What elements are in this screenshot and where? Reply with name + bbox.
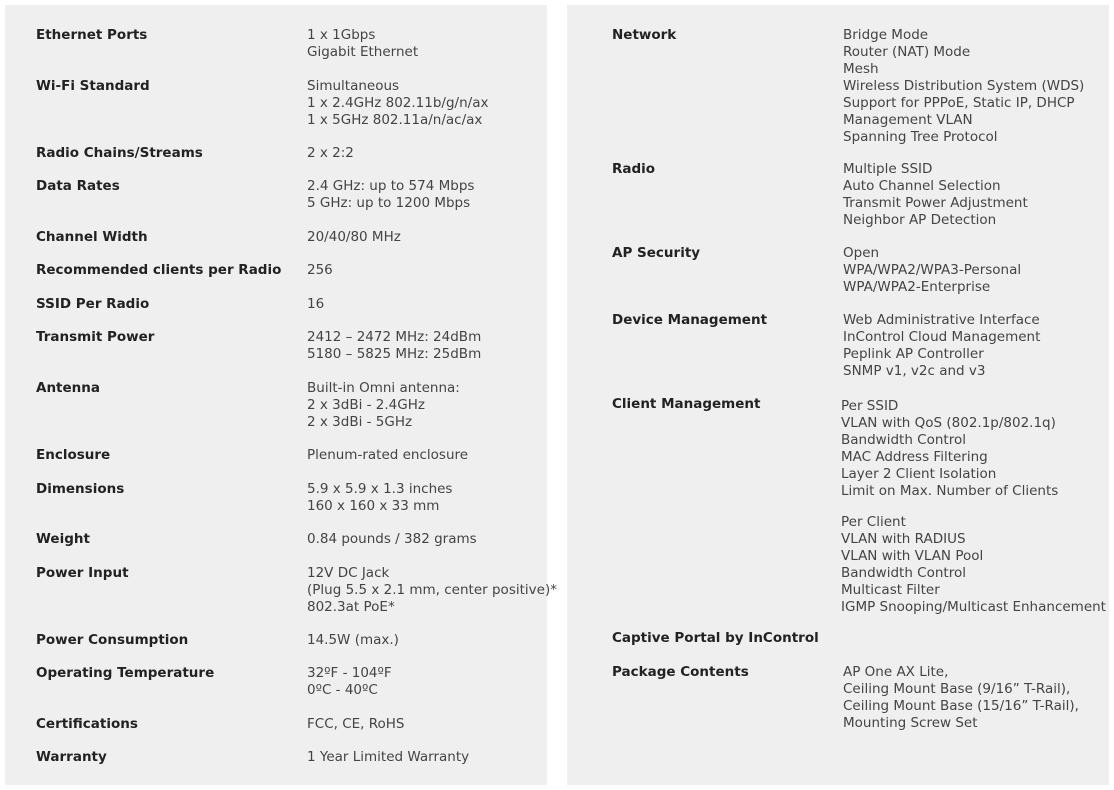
spec-value-line: Mesh	[843, 61, 879, 77]
spec-value-line: FCC, CE, RoHS	[307, 716, 405, 732]
spec-value-line: Transmit Power Adjustment	[843, 195, 1028, 211]
spec-value-line: Multicast Filter	[841, 582, 940, 598]
spec-label: Ethernet Ports	[36, 27, 148, 43]
spec-values	[307, 716, 405, 733]
spec-label: Network	[612, 27, 677, 43]
spec-label: Wi-Fi Standard	[36, 78, 150, 94]
spec-label: Warranty	[36, 749, 107, 765]
spec-label: Captive Portal by InControl	[612, 630, 819, 646]
spec-value-line: SNMP v1, v2c and v3	[843, 363, 986, 379]
spec-value-line: 160 x 160 x 33 mm	[307, 498, 440, 514]
spec-values	[307, 329, 481, 363]
spec-value-line: 12V DC Jack	[307, 565, 390, 581]
spec-value-line: Built-in Omni antenna:	[307, 380, 460, 396]
spec-value-line: Limit on Max. Number of Clients	[841, 483, 1059, 499]
spec-value-line: 802.3at PoE*	[307, 599, 395, 615]
spec-value-line: Bridge Mode	[843, 27, 929, 43]
spec-value-line: 256	[307, 262, 333, 278]
spec-label: Power Consumption	[36, 632, 189, 648]
spec-values	[307, 632, 399, 649]
spec-value-line: VLAN with QoS (802.1p/802.1q)	[841, 415, 1056, 431]
spec-value-line: VLAN with VLAN Pool	[841, 548, 984, 564]
spec-label: Recommended clients per Radio	[36, 262, 282, 278]
spec-label: Client Management	[612, 396, 761, 412]
spec-value-line: Support for PPPoE, Static IP, DHCP	[843, 95, 1075, 111]
spec-values	[841, 398, 1058, 500]
spec-value-line: 1 x 2.4GHz 802.11b/g/n/ax	[307, 95, 489, 111]
spec-value-line: Multiple SSID	[843, 161, 933, 177]
spec-label: Dimensions	[36, 481, 125, 497]
spec-values	[307, 262, 333, 279]
spec-value-line: Neighbor AP Detection	[843, 212, 997, 228]
spec-value-line: Spanning Tree Protocol	[843, 129, 998, 145]
spec-value-line: 2 x 3dBi - 5GHz	[307, 414, 413, 430]
spec-value-line: 5.9 x 5.9 x 1.3 inches	[307, 481, 453, 497]
spec-value-line: Ceiling Mount Base (9/16” T-Rail),	[843, 681, 1071, 697]
right-spec-panel	[567, 5, 1109, 785]
spec-value-line: 5180 – 5825 MHz: 25dBm	[307, 346, 482, 362]
spec-value-line: 2 x 3dBi - 2.4GHz	[307, 397, 425, 413]
spec-value-line: 2 x 2:2	[307, 145, 354, 161]
spec-value-line: InControl Cloud Management	[843, 329, 1041, 345]
spec-label: Radio	[612, 161, 656, 177]
spec-value-line: AP One AX Lite,	[843, 664, 949, 680]
spec-value-line: 16	[307, 296, 325, 312]
spec-value-line: Auto Channel Selection	[843, 178, 1001, 194]
spec-value-line: 14.5W (max.)	[307, 632, 399, 648]
spec-values	[307, 229, 401, 246]
spec-values	[307, 380, 460, 431]
spec-value-line: Management VLAN	[843, 112, 973, 128]
spec-values	[843, 245, 1021, 296]
spec-value-line: 0.84 pounds / 382 grams	[307, 531, 477, 547]
spec-values	[841, 514, 1106, 616]
spec-values	[307, 565, 557, 616]
spec-value-line: Bandwidth Control	[841, 565, 966, 581]
spec-value-line: Per SSID	[841, 398, 899, 414]
spec-values	[307, 481, 452, 515]
spec-value-line: Plenum-rated enclosure	[307, 447, 469, 463]
spec-value-line: Simultaneous	[307, 78, 400, 94]
spec-value-line: Layer 2 Client Isolation	[841, 466, 997, 482]
spec-label: Certifications	[36, 716, 138, 732]
spec-value-line: 1 x 1Gbps	[307, 27, 376, 43]
spec-value-line: VLAN with RADIUS	[841, 531, 966, 547]
spec-value-line: 0ºC - 40ºC	[307, 682, 378, 698]
spec-label: SSID Per Radio	[36, 296, 150, 312]
spec-value-line: Peplink AP Controller	[843, 346, 984, 362]
spec-value-line: Router (NAT) Mode	[843, 44, 971, 60]
spec-label: Data Rates	[36, 178, 120, 194]
spec-values	[843, 664, 1079, 732]
spec-value-line: Mounting Screw Set	[843, 715, 978, 731]
spec-value-line: Per Client	[841, 514, 906, 530]
spec-values	[307, 531, 477, 548]
spec-value-line: WPA/WPA2-Enterprise	[843, 279, 991, 295]
spec-values	[307, 665, 392, 699]
spec-label: Package Contents	[612, 664, 749, 680]
spec-label: Enclosure	[36, 447, 111, 463]
spec-value-line: IGMP Snooping/Multicast Enhancement	[841, 599, 1106, 615]
spec-values	[843, 27, 1084, 146]
spec-value-line: 20/40/80 MHz	[307, 229, 401, 245]
spec-values	[843, 161, 1028, 229]
spec-value-line: WPA/WPA2/WPA3-Personal	[843, 262, 1022, 278]
spec-value-line: Gigabit Ethernet	[307, 44, 419, 60]
spec-values	[307, 78, 488, 129]
spec-values	[307, 145, 354, 162]
spec-values	[307, 447, 468, 464]
spec-value-line: 2412 – 2472 MHz: 24dBm	[307, 329, 482, 345]
spec-values	[307, 749, 469, 766]
spec-label: Weight	[36, 531, 90, 547]
spec-values	[843, 312, 1040, 380]
spec-label: Device Management	[612, 312, 768, 328]
spec-value-line: Ceiling Mount Base (15/16” T-Rail),	[843, 698, 1079, 714]
spec-label: Radio Chains/Streams	[36, 145, 203, 161]
spec-value-line: 5 GHz: up to 1200 Mbps	[307, 195, 471, 211]
spec-value-line: Web Administrative Interface	[843, 312, 1040, 328]
spec-value-line: 2.4 GHz: up to 574 Mbps	[307, 178, 475, 194]
spec-value-line: (Plug 5.5 x 2.1 mm, center positive)*	[307, 582, 557, 598]
spec-label: AP Security	[612, 245, 701, 261]
left-spec-panel	[5, 5, 557, 785]
spec-value-line: 1 Year Limited Warranty	[307, 749, 470, 765]
spec-value-line: Open	[843, 245, 880, 261]
spec-label: Transmit Power	[36, 329, 155, 345]
spec-values	[307, 27, 418, 61]
spec-label: Channel Width	[36, 229, 148, 245]
spec-label: Power Input	[36, 565, 129, 581]
spec-value-line: 32ºF - 104ºF	[307, 665, 392, 681]
spec-label: Operating Temperature	[36, 665, 215, 681]
spec-values	[307, 296, 324, 313]
spec-value-line: Bandwidth Control	[841, 432, 966, 448]
spec-values	[307, 178, 474, 212]
spec-value-line: 1 x 5GHz 802.11a/n/ac/ax	[307, 112, 483, 128]
spec-value-line: Wireless Distribution System (WDS)	[843, 78, 1085, 94]
spec-value-line: MAC Address Filtering	[841, 449, 988, 465]
spec-label: Antenna	[36, 380, 100, 396]
